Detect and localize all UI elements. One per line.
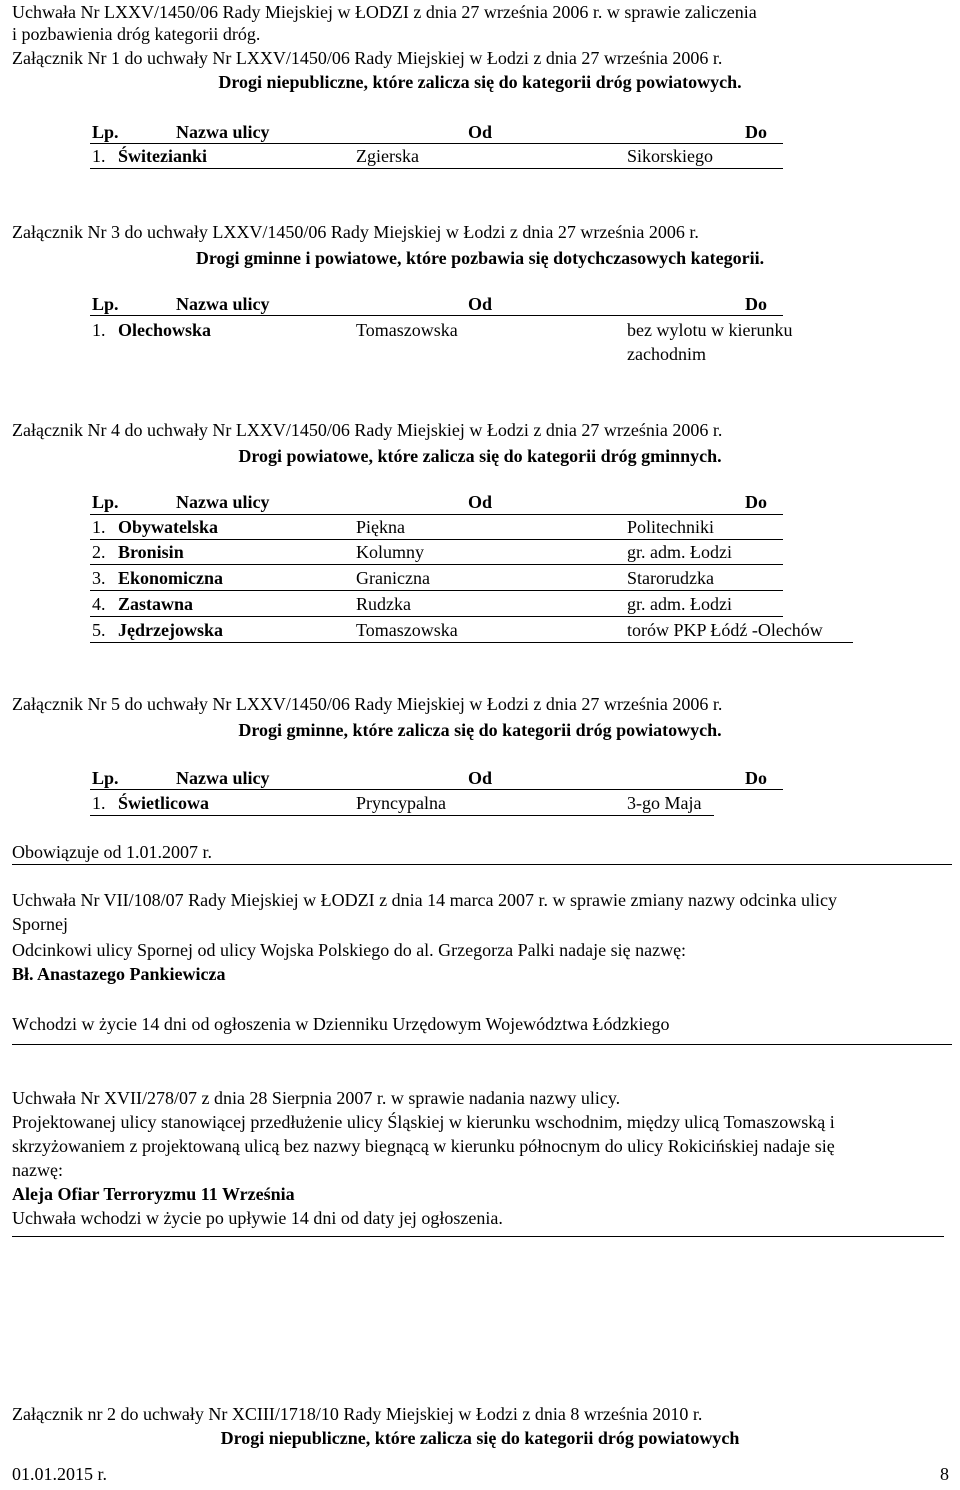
header-rule <box>90 143 783 144</box>
row-rule <box>90 539 783 540</box>
cell-to: gr. adm. Łodzi <box>627 542 732 562</box>
annex2-title: Drogi niepubliczne, które zalicza się do kategorii dróg powiatowych <box>220 1428 740 1448</box>
col-from: Od <box>468 492 493 512</box>
col-to: Do <box>745 122 767 142</box>
section-divider <box>12 1044 952 1045</box>
resolution3-new-name: Aleja Ofiar Terroryzmu 11 Września <box>12 1184 295 1204</box>
cell-name: Olechowska <box>118 320 212 340</box>
header-rule <box>90 315 783 316</box>
resolution3-text-cont: skrzyżowaniem z projektowaną ulicą bez nazwy biegnącą w kierunku północnym do ulicy Rokicińskiej nadaje się <box>12 1136 835 1156</box>
cell-from: Kolumny <box>356 542 425 562</box>
cell-from: Rudzka <box>356 594 411 614</box>
cell-lp: 1. <box>92 517 106 537</box>
cell-to: Starorudzka <box>627 568 714 588</box>
footer-date: 01.01.2015 r. <box>12 1464 108 1484</box>
resolution-heading: Uchwała Nr LXXV/1450/06 Rady Miejskiej w ŁODZI z dnia 27 września 2006 r. w sprawie zaliczenia <box>12 2 757 22</box>
cell-from: Zgierska <box>356 146 419 166</box>
resolution2-text: Odcinkowi ulicy Spornej od ulicy Wojska Polskiego do al. Grzegorza Palki nadaje się nazwę: <box>12 940 687 960</box>
annex5-title: Drogi gminne, które zalicza się do kategorii dróg powiatowych. <box>238 720 722 740</box>
cell-name: Jędrzejowska <box>118 620 223 640</box>
col-to: Do <box>745 294 767 314</box>
col-lp: Lp. <box>92 768 119 788</box>
cell-name: Ekonomiczna <box>118 568 224 588</box>
cell-lp: 1. <box>92 793 106 813</box>
col-to: Do <box>745 492 767 512</box>
row-rule <box>90 815 714 816</box>
cell-name: Bronisin <box>118 542 184 562</box>
resolution2-line: Uchwała Nr VII/108/07 Rady Miejskiej w ŁODZI z dnia 14 marca 2007 r. w sprawie zmiany nazwy odcinka ulicy <box>12 890 837 910</box>
annex3-title: Drogi gminne i powiatowe, które pozbawia się dotychczasowych kategorii. <box>195 248 765 268</box>
col-to: Do <box>745 768 767 788</box>
resolution2-line-cont: Spornej <box>12 914 68 934</box>
cell-to-cont: zachodnim <box>627 344 706 364</box>
col-from: Od <box>468 768 493 788</box>
page-number: 8 <box>940 1464 949 1484</box>
section-divider <box>12 864 952 865</box>
col-lp: Lp. <box>92 122 119 142</box>
cell-lp: 3. <box>92 568 106 588</box>
resolution3-effective: Uchwała wchodzi w życie po upływie 14 dni od daty jej ogłoszenia. <box>12 1208 503 1228</box>
resolution3-line: Uchwała Nr XVII/278/07 z dnia 28 Sierpnia 2007 r. w sprawie nadania nazwy ulicy. <box>12 1088 621 1108</box>
annex2-line: Załącznik nr 2 do uchwały Nr XCIII/1718/10 Rady Miejskiej w Łodzi z dnia 8 września 2010 r. <box>12 1404 703 1424</box>
cell-to: Politechniki <box>627 517 714 537</box>
annex1-title: Drogi niepubliczne, które zalicza się do kategorii dróg powiatowych. <box>218 72 742 92</box>
cell-name: Świtezianki <box>118 146 208 166</box>
resolution2-effective: Wchodzi w życie 14 dni od ogłoszenia w Dzienniku Urzędowym Województwa Łódzkiego <box>12 1014 670 1034</box>
cell-to: bez wylotu w kierunku <box>627 320 793 340</box>
col-name: Nazwa ulicy <box>176 768 270 788</box>
resolution3-text: Projektowanej ulicy stanowiącej przedłużenie ulicy Śląskiej w kierunku wschodnim, między ulicą Tomaszowską i <box>12 1112 835 1132</box>
annex4-title: Drogi powiatowe, które zalicza się do kategorii dróg gminnych. <box>238 446 722 466</box>
cell-lp: 1. <box>92 320 106 340</box>
cell-from: Pryncypalna <box>356 793 446 813</box>
row-rule <box>90 590 783 591</box>
col-name: Nazwa ulicy <box>176 294 270 314</box>
cell-lp: 4. <box>92 594 106 614</box>
row-rule <box>90 564 783 565</box>
col-lp: Lp. <box>92 492 119 512</box>
row-rule <box>90 642 853 643</box>
cell-lp: 5. <box>92 620 106 640</box>
cell-to: Sikorskiego <box>627 146 714 166</box>
row-rule <box>90 168 783 169</box>
cell-to: torów PKP Łódź -Olechów <box>627 620 823 640</box>
header-rule <box>90 514 783 515</box>
col-name: Nazwa ulicy <box>176 492 270 512</box>
col-from: Od <box>468 294 493 314</box>
cell-from: Graniczna <box>356 568 430 588</box>
cell-name: Obywatelska <box>118 517 219 537</box>
annex5-line: Załącznik Nr 5 do uchwały Nr LXXV/1450/06 Rady Miejskiej w Łodzi z dnia 27 września 2006 r. <box>12 694 723 714</box>
resolution3-text-end: nazwę: <box>12 1160 63 1180</box>
annex4-line: Załącznik Nr 4 do uchwały Nr LXXV/1450/06 Rady Miejskiej w Łodzi z dnia 27 września 2006 r. <box>12 420 723 440</box>
cell-from: Piękna <box>356 517 405 537</box>
cell-from: Tomaszowska <box>356 320 458 340</box>
row-rule <box>90 616 783 617</box>
resolution2-new-name: Bł. Anastazego Pankiewicza <box>12 964 226 984</box>
col-from: Od <box>468 122 493 142</box>
cell-to: gr. adm. Łodzi <box>627 594 732 614</box>
cell-name: Zastawna <box>118 594 194 614</box>
effective-date: Obowiązuje od 1.01.2007 r. <box>12 842 212 862</box>
cell-lp: 2. <box>92 542 106 562</box>
col-lp: Lp. <box>92 294 119 314</box>
header-rule <box>90 789 783 790</box>
section-divider <box>12 1236 944 1237</box>
cell-name: Świetlicowa <box>118 793 209 813</box>
cell-to: 3-go Maja <box>627 793 702 813</box>
resolution-heading-cont: i pozbawienia dróg kategorii dróg. <box>12 24 261 44</box>
annex3-line: Załącznik Nr 3 do uchwały LXXV/1450/06 Rady Miejskiej w Łodzi z dnia 27 września 2006 r. <box>12 222 699 242</box>
cell-from: Tomaszowska <box>356 620 458 640</box>
col-name: Nazwa ulicy <box>176 122 270 142</box>
annex1-line: Załącznik Nr 1 do uchwały Nr LXXV/1450/06 Rady Miejskiej w Łodzi z dnia 27 września 2006 r. <box>12 48 723 68</box>
cell-lp: 1. <box>92 146 106 166</box>
